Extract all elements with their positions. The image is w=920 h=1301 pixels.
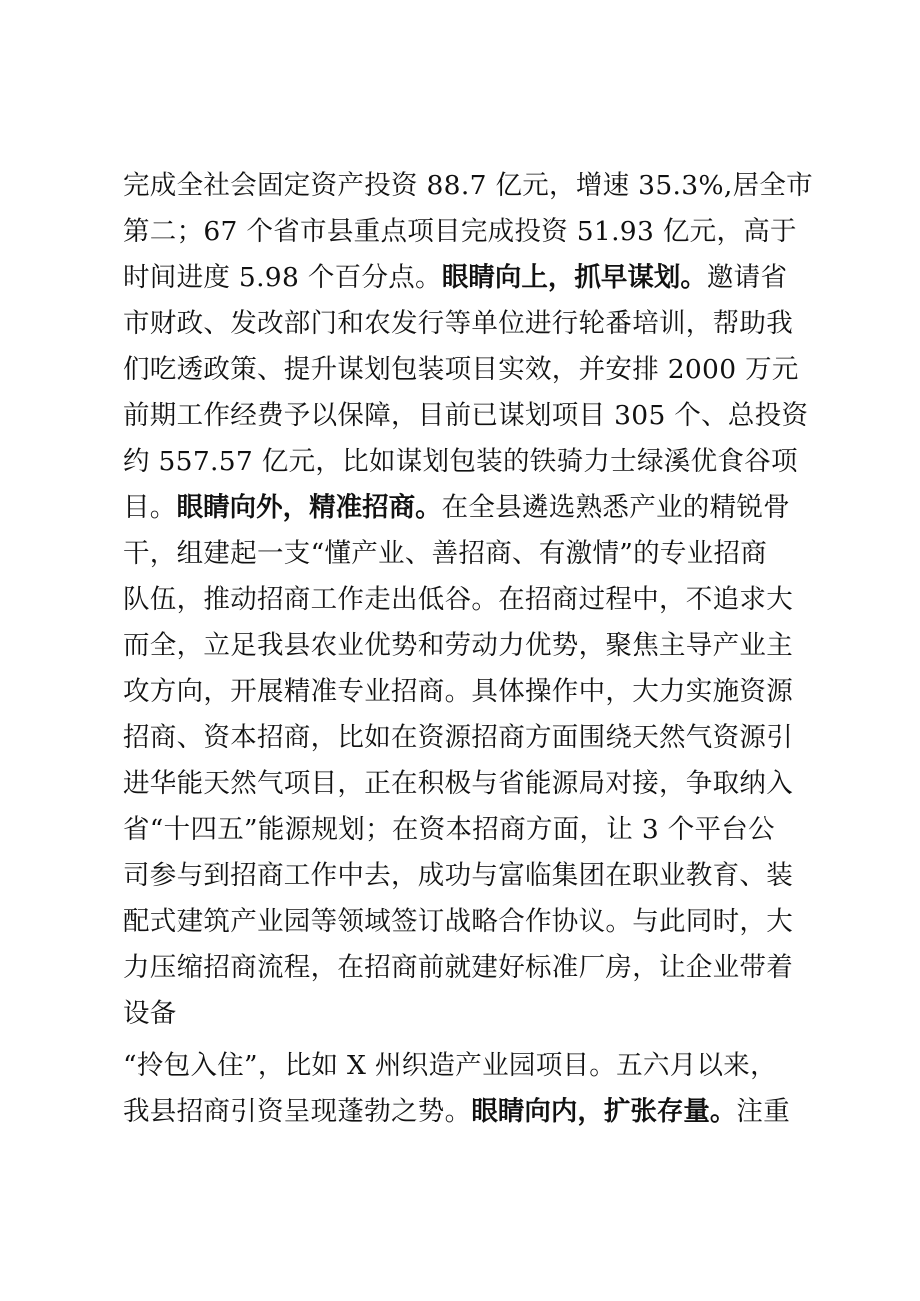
text-line-16: 司参与到招商工作中去，成功与富临集团在职业教育、装 <box>123 860 793 891</box>
text-line-3 <box>123 262 787 294</box>
text-line-6: 前期工作经费予以保障，目前已谋划项目 305 个、总投资 <box>123 400 809 431</box>
text-line-13: 招商、资本招商，比如在资源招商方面围绕天然气资源引 <box>123 722 793 753</box>
bold-heading-upward: 眼睛向上，抓早谋划。 <box>441 262 707 293</box>
text-segment: 目。 <box>123 492 177 523</box>
text-line-5: 们吃透政策、提升谋划包装项目实效，并安排 2000 万元 <box>123 354 799 385</box>
text-line-14: 进华能天然气项目，正在积极与省能源局对接，争取纳入 <box>123 768 793 799</box>
text-line-21 <box>123 1096 790 1128</box>
text-segment: 我县招商引资呈现蓬勃之势。 <box>123 1096 472 1127</box>
text-line-4: 市财政、发改部门和农发行等单位进行轮番培训，帮助我 <box>123 308 793 339</box>
text-segment: 邀请省 <box>706 262 788 293</box>
text-line-17: 配式建筑产业园等领域签订战略合作协议。与此同时，大 <box>123 906 793 937</box>
text-segment: 注重 <box>736 1096 791 1127</box>
text-segment: 在全县遴选熟悉产业的精锐骨 <box>441 492 791 523</box>
text-line-7: 约 557.57 亿元，比如谋划包装的铁骑力士绿溪优食谷项 <box>123 446 798 477</box>
text-line-15: 省“十四五”能源规划；在资本招商方面，让 3 个平台公 <box>123 814 775 845</box>
text-line-11: 而全，立足我县农业优势和劳动力优势，聚焦主导产业主 <box>123 630 793 661</box>
bold-heading-outward: 眼睛向外，精准招商。 <box>176 492 442 523</box>
text-segment: 时间进度 5.98 个百分点。 <box>123 262 442 293</box>
text-line-8 <box>123 492 790 524</box>
text-line-9: 干，组建起一支“懂产业、善招商、有激情”的专业招商 <box>123 538 768 569</box>
text-line-12: 攻方向，开展精准专业招商。具体操作中，大力实施资源 <box>123 676 793 707</box>
bold-heading-inward: 眼睛向内，扩张存量。 <box>471 1096 737 1127</box>
text-line-19: 设备 <box>123 998 177 1029</box>
text-line-20: “拎包入住”，比如 X 州织造产业园项目。五六月以来， <box>123 1050 777 1081</box>
text-line-10: 队伍，推动招商工作走出低谷。在招商过程中，不追求大 <box>123 584 793 615</box>
text-line-1: 完成全社会固定资产投资 88.7 亿元，增速 35.3%,居全市 <box>123 170 813 201</box>
text-line-18: 力压缩招商流程，在招商前就建好标准厂房，让企业带着 <box>123 952 793 983</box>
text-line-2: 第二；67 个省市县重点项目完成投资 51.93 亿元，高于 <box>123 216 797 247</box>
